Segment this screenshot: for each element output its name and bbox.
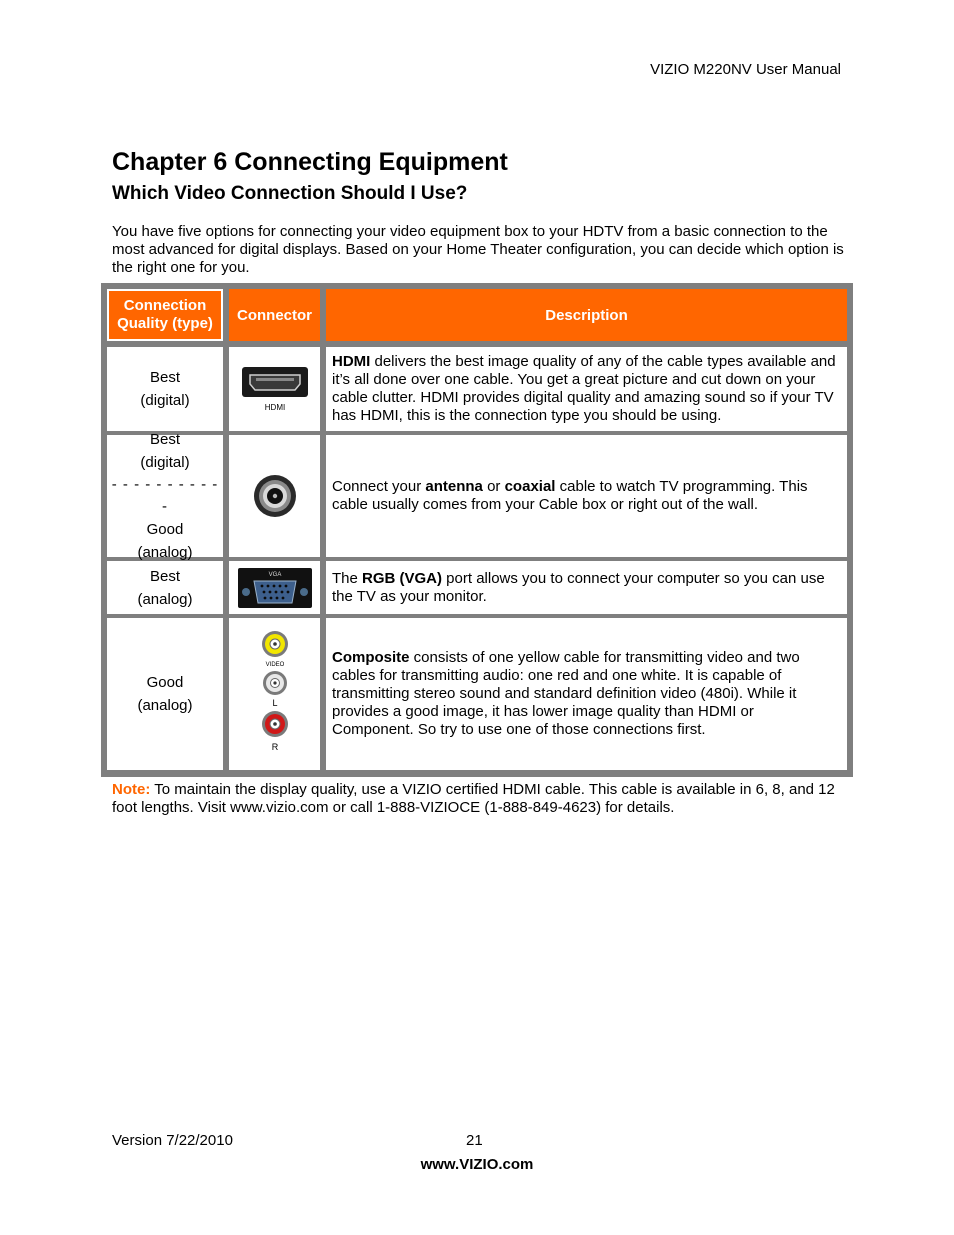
connection-table <box>101 283 853 777</box>
quality-cell-vga <box>107 561 223 614</box>
quality-label-alt: Good <box>146 521 184 538</box>
description-cell-composite <box>326 618 847 770</box>
footer-version: Version 7/22/2010 <box>112 1132 233 1149</box>
audio-left-label: L <box>271 698 278 708</box>
audio-right-jack-icon <box>262 711 288 752</box>
manual-title: VIZIO M220NV User Manual <box>650 61 841 78</box>
desc-bold: RGB (VGA) <box>362 569 443 587</box>
header-quality <box>109 291 221 339</box>
header-cell-quality <box>107 289 223 341</box>
desc-text: The <box>332 569 363 587</box>
audio-right-label: R <box>271 742 278 752</box>
header-quality-line2: Quality (type) <box>117 315 213 332</box>
quality-label: Best <box>149 567 180 585</box>
desc-bold-coaxial: coaxial <box>504 478 556 495</box>
quality-type: (analog) <box>137 590 193 608</box>
video-label: VIDEO <box>265 662 284 668</box>
hdmi-label: HDMI <box>264 403 285 412</box>
quality-type-alt: (analog) <box>137 544 193 561</box>
connector-cell-hdmi <box>229 347 320 431</box>
chapter-title: Chapter 6 Connecting Equipment <box>112 148 508 176</box>
vga-label: VGA <box>268 571 281 578</box>
video-jack-icon <box>262 631 288 668</box>
quality-label: Good <box>146 674 184 691</box>
quality-separator: - - - - - - - - - - - <box>111 476 219 515</box>
quality-cell-composite <box>107 618 223 770</box>
page-number: 21 <box>466 1132 483 1149</box>
quality-label: Best <box>149 369 180 386</box>
desc-bold: HDMI <box>332 353 371 370</box>
header-connector: Connector <box>229 289 320 341</box>
header-quality-line1: Connection <box>123 297 207 314</box>
desc-text: port allows you to connect your computer so you can use the TV as your monitor. <box>332 569 825 605</box>
desc-text: Connect your <box>332 478 426 495</box>
description-cell-hdmi <box>326 347 847 431</box>
desc-text: consists of one yellow cable for transmitting video and two cables for transmitting audio: one red and one white. It is capable of transmitting stereo sound and standard definition video (480i). While it provides a good image, it has lower image quality than HDMI or Component. So try to use one of those connections first. <box>332 649 800 738</box>
desc-bold-antenna: antenna <box>425 478 483 495</box>
description-cell-coaxial <box>326 435 847 557</box>
connector-cell-vga <box>229 561 320 614</box>
composite-port-icon <box>255 630 295 758</box>
audio-left-jack-icon <box>263 671 287 708</box>
note-text: To maintain the display quality, use a VIZIO certified HDMI cable. This cable is available in 6, 8, and 12 foot lengths. Visit www.vizio.com or call 1-888-VIZIOCE (1-888-849-4623) for details. <box>112 781 835 816</box>
quality-type: (analog) <box>137 697 193 714</box>
coaxial-port-icon <box>252 473 298 519</box>
desc-text: delivers the best image quality of any of the cable types available and it’s all done over one cable. You get a great picture and cut down on your cable clutter. HDMI provides digital quality and amazing sound so if your TV has HDMI, this is the connection type you should be using. <box>332 353 836 424</box>
header-description: Description <box>326 289 847 341</box>
connector-cell-composite <box>229 618 320 770</box>
quality-cell-coaxial <box>107 431 223 561</box>
quality-label: Best <box>149 431 180 448</box>
intro-paragraph: You have five options for connecting your video equipment box to your HDTV from a basic connection to the most advanced for digital displays. Based on your Home Theater configuration, you can decide which option is the right one for you. <box>112 223 844 276</box>
hdmi-port-icon <box>240 365 310 413</box>
quality-type: (digital) <box>140 392 190 409</box>
note-paragraph <box>112 781 852 817</box>
footer-website: www.VIZIO.com <box>420 1156 534 1173</box>
quality-cell-hdmi <box>107 347 223 431</box>
quality-type: (digital) <box>140 454 190 471</box>
desc-bold: Composite <box>332 649 410 666</box>
vga-port-icon <box>237 567 313 609</box>
desc-text: or <box>482 478 505 495</box>
description-cell-vga <box>326 561 847 614</box>
desc-text: cable to watch TV programming. This cable usually comes from your Cable box or right out of the wall. <box>332 478 808 513</box>
connector-cell-coaxial <box>229 435 320 557</box>
note-label: Note: <box>112 781 151 798</box>
section-title: Which Video Connection Should I Use? <box>112 183 468 204</box>
